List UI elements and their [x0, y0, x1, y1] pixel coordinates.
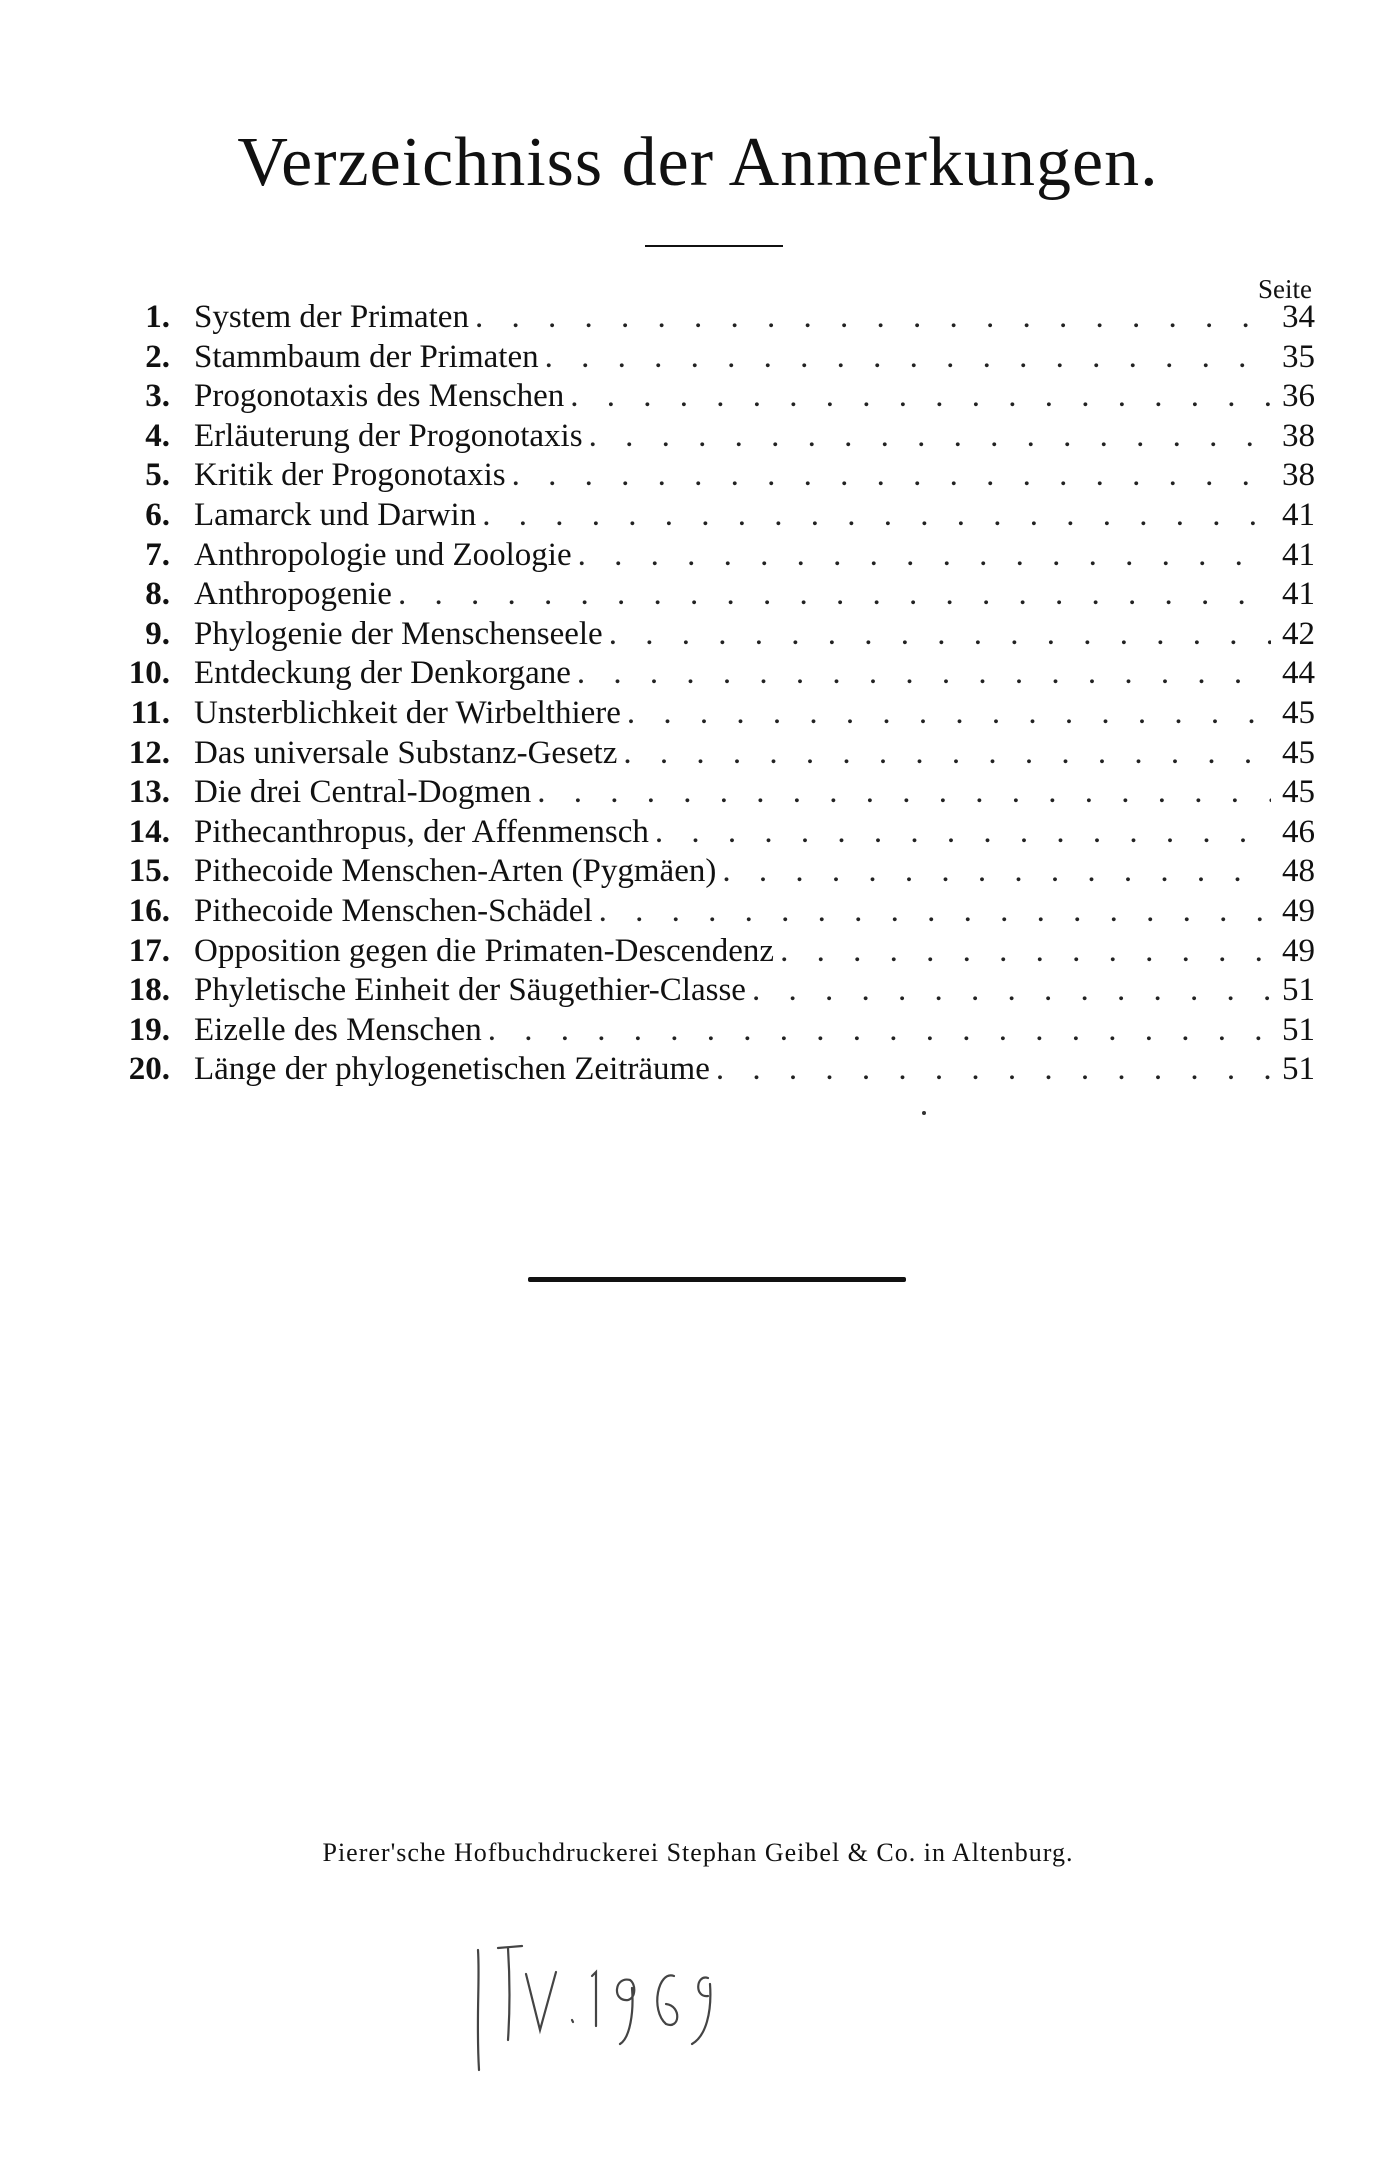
toc-entry-page: 41 — [1282, 496, 1315, 533]
toc-entry-page: 51 — [1282, 1011, 1315, 1048]
toc-entry-page: 35 — [1282, 338, 1315, 375]
toc-entry-number: 8. — [145, 576, 170, 613]
toc-entry — [110, 813, 1315, 853]
toc-entry — [110, 338, 1315, 378]
toc-entry-number: 17. — [128, 932, 170, 969]
dot-leader — [649, 813, 1271, 853]
toc-entry-label: System der Primaten — [194, 299, 469, 335]
bottom-divider — [528, 1277, 906, 1282]
toc-entry-number: 5. — [145, 457, 170, 494]
toc-entry-label: Eizelle des Menschen — [194, 1011, 482, 1048]
toc-entry-page: 34 — [1282, 299, 1315, 335]
toc-entry-label: Länge der phylogenetischen Zeiträume — [194, 1051, 710, 1088]
toc-entry — [110, 536, 1315, 576]
dot-leader — [469, 298, 1271, 338]
toc-entry-number: 4. — [145, 417, 170, 454]
toc-entry-page: 48 — [1282, 853, 1315, 890]
page-column-header: Seite — [1258, 274, 1312, 304]
toc-entry-page: 45 — [1282, 774, 1315, 811]
toc-entry — [110, 971, 1315, 1011]
toc-entry-label: Entdeckung der Denkorgane — [194, 655, 571, 692]
handwritten-shelfmark-icon — [470, 1940, 730, 2080]
toc-entry-label: Pithecoide Menschen-Arten (Pygmäen) — [194, 853, 717, 890]
toc-entry-number: 18. — [128, 972, 170, 1009]
toc-entry — [110, 852, 1315, 892]
toc-entry-number: 3. — [145, 378, 170, 415]
dot-leader — [593, 892, 1271, 932]
toc-entry-label: Phyletische Einheit der Säugethier-Classe — [194, 972, 746, 1009]
page-title: Verzeichniss der Anmerkungen. — [237, 124, 1159, 201]
toc-entry — [110, 694, 1315, 734]
dot-leader — [506, 456, 1271, 496]
stray-ink-dot — [922, 1111, 926, 1115]
toc-entry-page: 51 — [1282, 972, 1315, 1009]
dot-leader — [392, 575, 1271, 615]
toc-entry-number: 12. — [128, 734, 170, 771]
toc-entry-number: 6. — [145, 496, 170, 533]
dot-leader — [746, 971, 1271, 1011]
toc-entry-label: Lamarck und Darwin — [194, 496, 477, 533]
dot-leader — [774, 932, 1271, 972]
toc-entry-label: Stammbaum der Primaten — [194, 338, 539, 375]
toc-entry-page: 49 — [1282, 892, 1315, 929]
toc-entry-number: 13. — [128, 774, 170, 811]
toc-entry-label: Pithecoide Menschen-Schädel — [194, 892, 593, 929]
toc-entry-page: 42 — [1282, 615, 1315, 652]
dot-leader — [539, 338, 1271, 378]
toc-entry-page: 38 — [1282, 457, 1315, 494]
toc-entry — [110, 654, 1315, 694]
toc-entry-label: Kritik der Progonotaxis — [194, 457, 506, 494]
dot-leader — [583, 417, 1271, 457]
toc-entry — [110, 377, 1315, 417]
toc-entry-label: Progonotaxis des Menschen — [194, 378, 565, 415]
toc-entry — [110, 932, 1315, 972]
toc-entry — [110, 734, 1315, 774]
dot-leader — [603, 615, 1271, 655]
toc-entry-number: 14. — [128, 813, 170, 850]
dot-leader — [617, 734, 1271, 774]
table-of-contents — [110, 298, 1315, 1090]
toc-entry-page: 46 — [1282, 813, 1315, 850]
toc-entry-page: 45 — [1282, 694, 1315, 731]
toc-entry-number: 20. — [128, 1051, 170, 1088]
toc-entry-number: 11. — [130, 694, 170, 731]
dot-leader — [482, 1011, 1271, 1051]
toc-entry-page: 41 — [1282, 576, 1315, 613]
toc-entry-page: 38 — [1282, 417, 1315, 454]
toc-entry-page: 49 — [1282, 932, 1315, 969]
toc-entry-label: Das universale Substanz-Gesetz — [194, 734, 618, 771]
toc-entry-label: Die drei Central-Dogmen — [194, 774, 532, 811]
toc-entry-label: Erläuterung der Progonotaxis — [194, 417, 583, 454]
toc-entry-label: Opposition gegen die Primaten-Descendenz — [194, 932, 775, 969]
dot-leader — [531, 773, 1271, 813]
toc-entry-page: 45 — [1282, 734, 1315, 771]
toc-entry-label: Unsterblichkeit der Wirbelthiere — [194, 694, 621, 731]
toc-entry — [110, 496, 1315, 536]
toc-entry-page: 36 — [1282, 378, 1315, 415]
toc-entry — [110, 773, 1315, 813]
toc-entry-number: 2. — [145, 338, 170, 375]
printer-imprint: Pierer'sche Hofbuchdruckerei Stephan Geibel & Co. in Altenburg. — [322, 1838, 1074, 1867]
dot-leader — [710, 1050, 1271, 1090]
toc-entry-label: Anthropologie und Zoologie — [194, 536, 572, 573]
toc-entry-number: 15. — [128, 853, 170, 890]
toc-entry — [110, 615, 1315, 655]
dot-leader — [621, 694, 1271, 734]
toc-entry-number: 19. — [128, 1011, 170, 1048]
toc-entry-number: 1. — [145, 299, 170, 335]
toc-entry-label: Anthropogenie — [194, 576, 392, 613]
toc-entry-number: 9. — [145, 615, 170, 652]
toc-entry — [110, 298, 1315, 338]
dot-leader — [564, 377, 1271, 417]
toc-entry-number: 7. — [145, 536, 170, 573]
toc-entry — [110, 1050, 1315, 1090]
toc-entry — [110, 1011, 1315, 1051]
toc-entry-page: 44 — [1282, 655, 1315, 692]
dot-leader — [716, 852, 1271, 892]
toc-entry-page: 51 — [1282, 1051, 1315, 1088]
toc-entry — [110, 575, 1315, 615]
title-divider — [645, 245, 783, 247]
toc-entry — [110, 417, 1315, 457]
toc-entry — [110, 456, 1315, 496]
dot-leader — [572, 536, 1271, 576]
dot-leader — [476, 496, 1271, 536]
toc-entry — [110, 892, 1315, 932]
toc-entry-label: Phylogenie der Menschenseele — [194, 615, 603, 652]
toc-entry-number: 16. — [128, 892, 170, 929]
toc-entry-page: 41 — [1282, 536, 1315, 573]
dot-leader — [571, 654, 1271, 694]
toc-entry-number: 10. — [128, 655, 170, 692]
toc-entry-label: Pithecanthropus, der Affenmensch — [194, 813, 649, 850]
